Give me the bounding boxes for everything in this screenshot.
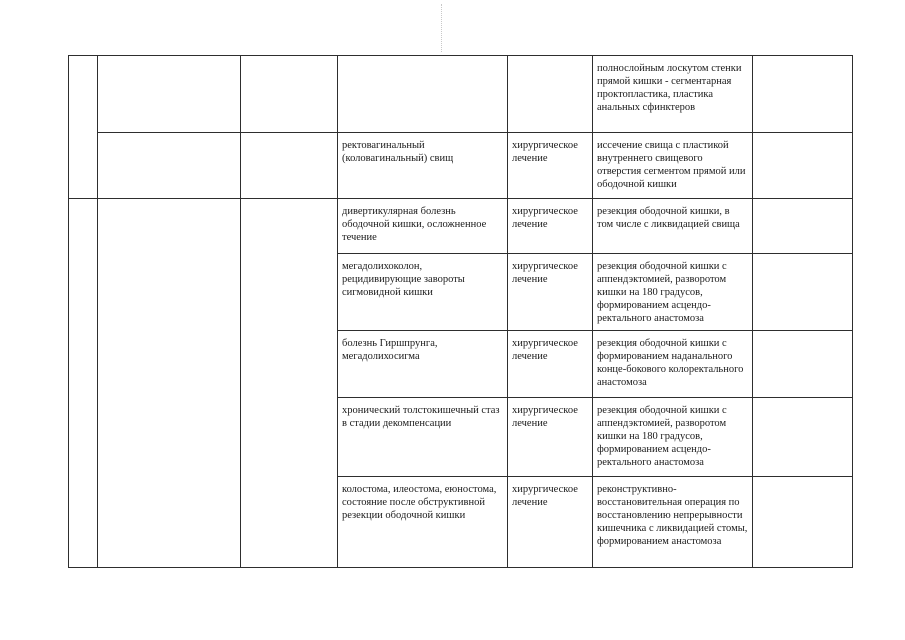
table-row	[69, 56, 853, 133]
diagnosis-cell: хронический толстокишечный стаз в стадии декомпенсации	[338, 398, 508, 477]
table-row	[69, 199, 853, 254]
extra-cell	[753, 133, 853, 199]
extra-cell	[753, 199, 853, 254]
treatment-cell	[508, 56, 593, 133]
treatment-cell: хирургическое лечение	[508, 199, 593, 254]
method-cell: резекция ободочной кишки с аппендэктомией, разворотом кишки на 180 градусов, формированием асцендо-ректального анастомоза	[593, 254, 753, 331]
medical-procedures-table	[68, 55, 853, 568]
treatment-cell: хирургическое лечение	[508, 477, 593, 568]
group-cell	[98, 199, 241, 568]
diagnosis-cell: болезнь Гиршпрунга, мегадолихосигма	[338, 331, 508, 398]
code-cell	[241, 133, 338, 199]
treatment-cell: хирургическое лечение	[508, 398, 593, 477]
treatment-cell: хирургическое лечение	[508, 133, 593, 199]
extra-cell	[753, 398, 853, 477]
diagnosis-cell: ректовагинальный (коловагинальный) свищ	[338, 133, 508, 199]
extra-cell	[753, 331, 853, 398]
code-cell	[241, 56, 338, 133]
extra-cell	[753, 254, 853, 331]
index-cell	[69, 56, 98, 199]
diagnosis-cell: дивертикулярная болезнь ободочной кишки, осложненное течение	[338, 199, 508, 254]
treatment-cell: хирургическое лечение	[508, 331, 593, 398]
extra-cell	[753, 477, 853, 568]
method-cell: полнослойным лоскутом стенки прямой кишки - сегментарная проктопластика, пластика анальных сфинктеров	[593, 56, 753, 133]
diagnosis-cell: колостома, илеостома, еюностома, состояние после обструктивной резекции ободочной кишки	[338, 477, 508, 568]
extra-cell	[753, 56, 853, 133]
method-cell: резекция ободочной кишки с формированием наданального конце-бокового колоректального анастомоза	[593, 331, 753, 398]
method-cell: иссечение свища с пластикой внутреннего свищевого отверстия сегментом прямой или ободочной кишки	[593, 133, 753, 199]
diagnosis-cell: мегадолихоколон, рецидивирующие завороты сигмовидной кишки	[338, 254, 508, 331]
method-cell: резекция ободочной кишки, в том числе с ликвидацией свища	[593, 199, 753, 254]
table-row	[69, 133, 853, 199]
group-cell	[98, 133, 241, 199]
group-cell	[98, 56, 241, 133]
method-cell: резекция ободочной кишки с аппендэктомией, разворотом кишки на 180 градусов, формированием асцендо-ректального анастомоза	[593, 398, 753, 477]
method-cell: реконструктивно-восстановительная операция по восстановлению непрерывности кишечника с ликвидацией стомы, формированием анастомоза	[593, 477, 753, 568]
diagnosis-cell	[338, 56, 508, 133]
scan-fold-mark	[441, 4, 442, 52]
code-cell	[241, 199, 338, 568]
treatment-cell: хирургическое лечение	[508, 254, 593, 331]
index-cell	[69, 199, 98, 568]
